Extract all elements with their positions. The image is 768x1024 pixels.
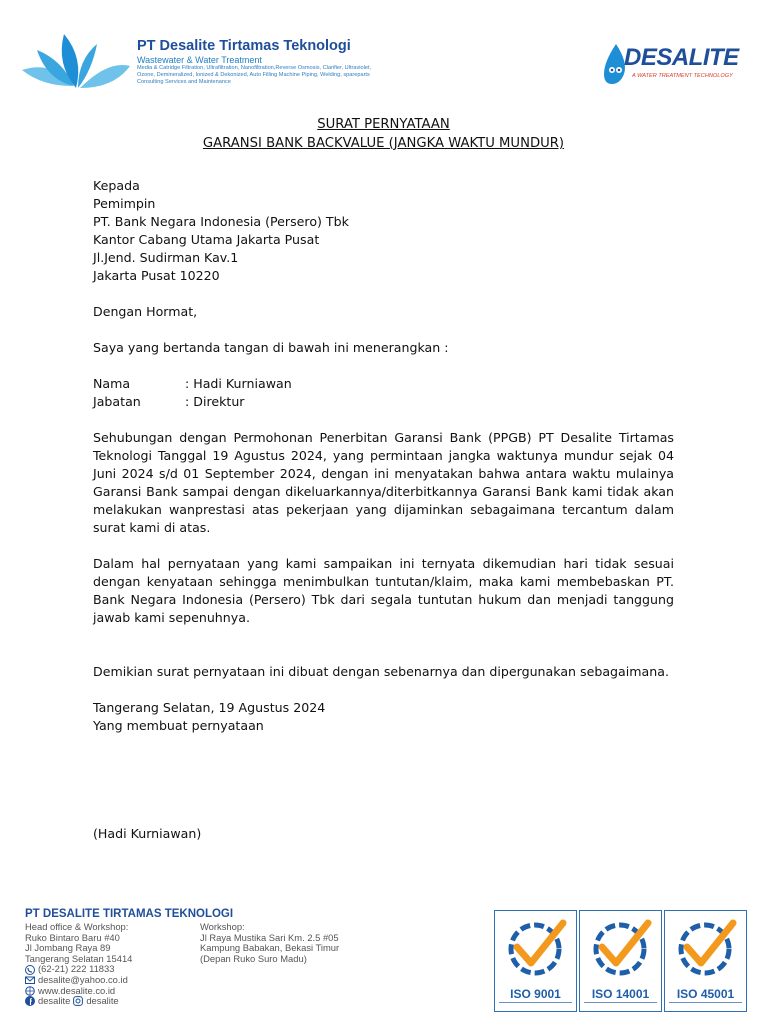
office-label: Head office & Workshop: [25,921,129,932]
workshop-line: Jl Raya Mustika Sari Km. 2.5 #05 [200,931,339,943]
intro-statement: Saya yang bertanda tangan di bawah ini menerangkan : [93,340,449,355]
company-name: PT Desalite Tirtamas Teknologi [137,38,351,54]
letter-title: SURAT PERNYATAAN [317,117,450,132]
email-contact[interactable] [25,975,132,986]
letter-body [93,115,674,843]
workshop-label: Workshop: [200,921,245,932]
social-contact[interactable] [25,996,132,1007]
mail-icon [25,975,35,985]
place-date: Tangerang Selatan, 19 Agustus 2024 [93,700,326,715]
greeting: Dengan Hormat, [93,304,198,319]
globe-icon [25,986,35,996]
phone-number: (62-21) 222 11833 [38,963,115,975]
signer-label: Yang membuat pernyataan [93,718,264,733]
desalite-logo-text: DESALITE [624,44,739,71]
recipient-line: Jl.Jend. Sudirman Kav.1 [93,250,239,265]
field-value: : Direktur [185,394,245,409]
paragraph-1: Sehubungan dengan Permohonan Penerbitan Garansi Bank (PPGB) PT Desalite Tirtamas Teknologi Tanggal 19 Agustus 2024, yang permintaan jangka waktunya mundur sejak 04 Juni 2024 s/d 01 September 2024, dengan ini menyatakan bahwa antara waktu mulainya Garansi Bank sampai dengan dikeluarkannya/diterbitkannya Garansi Bank kami tidak akan melakukan wanprestasi atas pekerjaan yang dijaminkan sebagaimana tercantum dalam surat kami di atas. [93,430,674,535]
office-line: Tangerang Selatan 15414 [25,952,133,964]
workshop-line: Kampung Babakan, Bekasi Timur [200,942,340,954]
field-value: : Hadi Kurniawan [185,376,292,391]
recipient-line: Kepada [93,178,140,193]
field-label: Nama [93,376,131,391]
instagram-icon [73,996,83,1006]
footer-company-name: PT DESALITE TIRTAMAS TEKNOLOGI [25,908,234,920]
footer-workshop [200,922,339,964]
letter-subtitle: GARANSI BANK BACKVALUE (JANGKA WAKTU MUNDUR) [202,136,565,151]
desalite-logo-tagline: A WATER TREATMENT TECHNOLOGY [632,73,733,79]
iso-14001-badge [579,910,662,1012]
paragraph-2: Dalam hal pernyataan yang kami sampaikan ini ternyata dikemudian hari tidak sesuai dengan kenyataan sehingga menimbulkan tuntutan/klaim, maka kami membebaskan PT. Bank Negara Indonesia (Persero) Tbk dari segala tuntutan hukum dan menjadi tanggung jawab kami sepenuhnya. [93,556,674,625]
company-header [137,38,387,86]
certified-check-icon [495,911,576,983]
field-row [93,393,674,411]
badge-label: ISO 45001 [676,987,735,1001]
recipient-block [93,177,674,285]
recipient-line: Kantor Cabang Utama Jakarta Pusat [93,232,320,247]
lotus-logo-icon [22,30,132,92]
badge-label: ISO 9001 [510,987,561,1001]
company-services: Media & Catridge Filtration, Ultrafiltration, Nanofiltration,Reverse Osmosis, Clarifier, Ultraviolet, Ozone, Demineralized, Ionized & Dekonized, Auto Filling Machine Piping, Welding, spareparts Consulting Services and Maintenance [137,65,372,85]
office-line: Ruko Bintaro Baru #40 [25,931,120,943]
certified-check-icon [580,911,661,983]
recipient-line: PT. Bank Negara Indonesia (Persero) Tbk [93,214,349,229]
recipient-line: Jakarta Pusat 10220 [93,268,220,283]
social-handle[interactable]: desalite [38,995,71,1007]
email-address[interactable]: desalite@yahoo.co.id [38,973,128,985]
website-url[interactable]: www.desalite.co.id [38,984,116,996]
iso-45001-badge [664,910,747,1012]
desalite-logo [602,40,744,92]
closing-paragraph: Demikian surat pernyataan ini dibuat dengan sebenarnya dan dipergunakan sebagaimana. [93,664,669,679]
company-tagline: Wastewater & Water Treatment [137,55,262,65]
field-label: Jabatan [93,394,141,409]
iso-9001-badge [494,910,577,1012]
field-row [93,375,674,393]
signer-name: (Hadi Kurniawan) [93,826,202,841]
office-line: Jl Jombang Raya 89 [25,942,111,954]
social-handle[interactable]: desalite [86,995,119,1007]
facebook-icon [25,996,35,1006]
recipient-line: Pemimpin [93,196,156,211]
certified-check-icon [665,911,746,983]
footer-head-office [25,922,132,1007]
workshop-line: (Depan Ruko Suro Madu) [200,952,307,964]
phone-icon [25,965,35,975]
badge-label: ISO 14001 [591,987,650,1001]
